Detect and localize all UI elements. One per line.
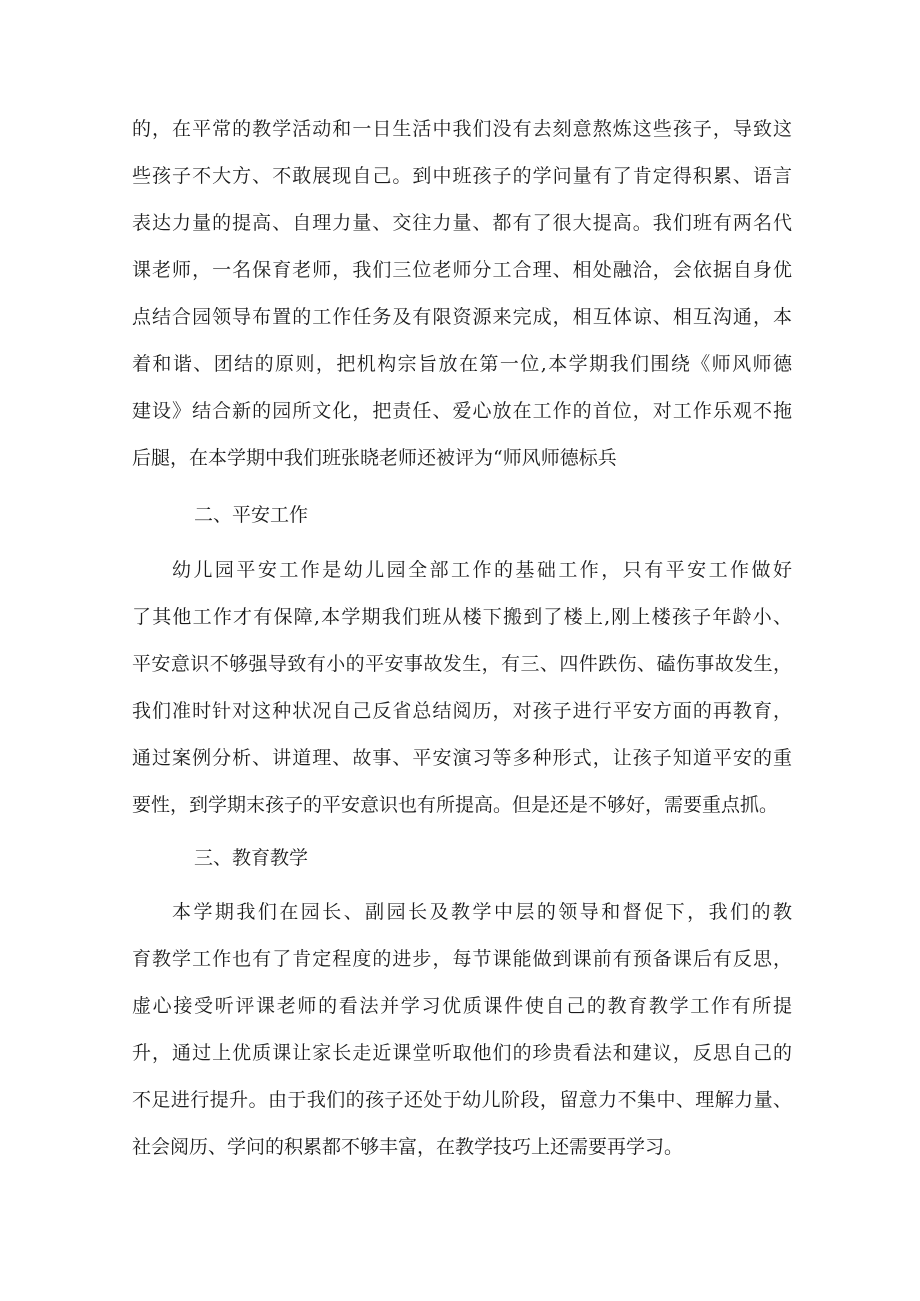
section-heading-education: 三、教育教学 <box>194 847 309 869</box>
paragraph-line: 虚心接受听评课老师的看法并学习优质课件使自己的教育教学工作有所提 <box>132 995 792 1017</box>
paragraph-line: 要性，到学期末孩子的平安意识也有所提高。但是还是不够好，需要重点抓。 <box>132 794 779 816</box>
paragraph-line: 着和谐、团结的原则，把机构宗旨放在第一位,本学期我们围绕《师风师德 <box>132 353 792 375</box>
paragraph-line: 社会阅历、学问的积累都不够丰富，在教学技巧上还需要再学习。 <box>132 1136 684 1158</box>
paragraph-line: 升，通过上优质课让家长走近课堂听取他们的珍贵看法和建议，反思自己的 <box>132 1042 792 1064</box>
paragraph-line: 我们准时针对这种状况自己反省总结阅历，对孩子进行平安方面的再教育， <box>132 700 792 722</box>
paragraph-line: 通过案例分析、讲道理、故事、平安演习等多种形式，让孩子知道平安的重 <box>132 747 792 769</box>
paragraph-line: 课老师，一名保育老师，我们三位老师分工合理、相处融洽，会依据自身优 <box>132 259 792 281</box>
paragraph-line: 育教学工作也有了肯定程度的进步，每节课能做到课前有预备课后有反思， <box>132 948 792 970</box>
paragraph-line: 不足进行提升。由于我们的孩子还处于幼儿阶段，留意力不集中、理解力量、 <box>132 1089 792 1111</box>
paragraph-line: 本学期我们在园长、副园长及教学中层的领导和督促下，我们的教 <box>172 901 792 923</box>
paragraph-line: 平安意识不够强导致有小的平安事故发生，有三、四件跌伤、磕伤事故发生， <box>132 653 792 675</box>
paragraph-line: 的，在平常的教学活动和一日生活中我们没有去刻意熬炼这些孩子，导致这 <box>132 118 792 140</box>
paragraph-line: 建设》结合新的园所文化，把责任、爱心放在工作的首位，对工作乐观不拖 <box>132 400 792 422</box>
paragraph-line: 了其他工作才有保障,本学期我们班从楼下搬到了楼上,刚上楼孩子年龄小、 <box>132 606 792 628</box>
paragraph-line: 幼儿园平安工作是幼儿园全部工作的基础工作，只有平安工作做好 <box>172 559 792 581</box>
paragraph-line: 点结合园领导布置的工作任务及有限资源来完成，相互体谅、相互沟通，本 <box>132 306 792 328</box>
paragraph-line: 表达力量的提高、自理力量、交往力量、都有了很大提高。我们班有两名代 <box>132 212 792 234</box>
paragraph-line: 些孩子不大方、不敢展现自己。到中班孩子的学问量有了肯定得积累、语言 <box>132 165 792 187</box>
section-heading-safety: 二、平安工作 <box>194 504 309 526</box>
paragraph-line: 后腿，在本学期中我们班张晓老师还被评为“师风师德标兵 <box>132 447 617 469</box>
